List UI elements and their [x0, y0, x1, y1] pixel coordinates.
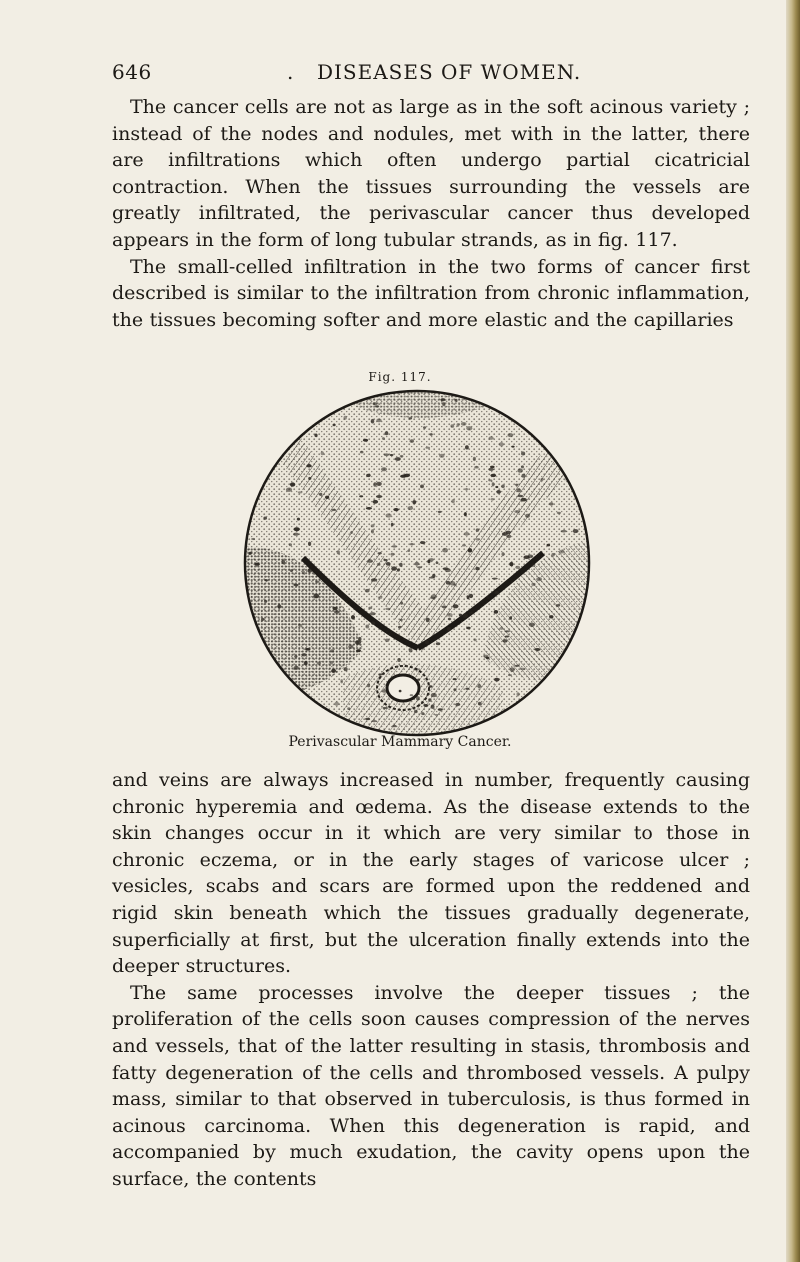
cell-nucleus [420, 485, 424, 489]
cell-nucleus [331, 669, 336, 673]
cell-nucleus [494, 610, 498, 614]
cell-nucleus [529, 623, 535, 627]
cell-nucleus [325, 496, 329, 499]
cell-nucleus [397, 568, 400, 571]
cell-nucleus [511, 446, 514, 448]
cell-nucleus [496, 490, 501, 494]
cell-nucleus [421, 712, 424, 715]
cell-nucleus [515, 566, 520, 569]
header-separator: . [287, 60, 294, 84]
cell-nucleus [551, 553, 554, 557]
cell-nucleus [385, 431, 389, 435]
cell-nucleus [487, 596, 490, 599]
cell-nucleus [430, 433, 433, 436]
cell-nucleus [509, 562, 513, 566]
body-text-bottom [112, 767, 750, 1193]
cell-nucleus [508, 674, 512, 676]
cell-nucleus [331, 509, 336, 511]
cell-nucleus [425, 447, 430, 449]
cell-nucleus [410, 694, 413, 696]
cell-nucleus [264, 600, 267, 603]
cell-nucleus [531, 583, 535, 586]
cell-nucleus [547, 544, 551, 547]
cell-nucleus [515, 484, 518, 486]
cell-nucleus [451, 499, 454, 503]
cell-nucleus [469, 612, 473, 614]
cell-nucleus [490, 474, 496, 477]
cell-nucleus [410, 439, 415, 443]
cell-nucleus [333, 607, 338, 610]
cell-nucleus [304, 661, 308, 665]
cell-nucleus [409, 417, 413, 419]
cell-nucleus [344, 667, 348, 671]
cell-nucleus [516, 488, 521, 492]
cell-nucleus [420, 541, 426, 544]
cell-nucleus [514, 510, 520, 513]
cell-nucleus [414, 668, 419, 671]
cell-nucleus [432, 574, 435, 578]
cell-nucleus [359, 495, 363, 497]
cell-nucleus [376, 495, 382, 498]
cell-nucleus [249, 552, 252, 555]
cell-nucleus [290, 482, 295, 486]
cell-nucleus [561, 530, 567, 533]
cell-nucleus [499, 442, 504, 446]
cell-nucleus [381, 467, 387, 471]
cell-nucleus [461, 422, 467, 426]
cell-nucleus [510, 667, 515, 672]
cell-nucleus [317, 662, 321, 665]
cell-nucleus [464, 532, 469, 536]
cell-nucleus [347, 707, 350, 710]
cell-nucleus [492, 578, 498, 580]
cell-nucleus [340, 679, 343, 683]
cell-nucleus [573, 529, 579, 533]
cell-nucleus [494, 678, 499, 682]
cell-nucleus [393, 508, 398, 511]
cell-nucleus [286, 488, 292, 492]
cell-nucleus [506, 531, 511, 534]
cell-nucleus [549, 502, 553, 505]
cell-nucleus [490, 466, 495, 469]
cell-nucleus [455, 703, 460, 706]
cell-nucleus [429, 558, 433, 561]
cell-nucleus [536, 577, 542, 581]
cell-nucleus [426, 618, 430, 623]
cell-nucleus [488, 468, 494, 471]
cell-nucleus [308, 477, 311, 480]
cell-nucleus [400, 475, 406, 478]
cell-nucleus [414, 710, 418, 714]
cell-nucleus [378, 596, 383, 599]
cell-nucleus [367, 559, 373, 563]
cell-nucleus [524, 555, 530, 559]
cell-nucleus [509, 616, 512, 620]
cell-nucleus [478, 702, 482, 706]
cell-nucleus [368, 607, 372, 610]
cell-nucleus [500, 627, 504, 630]
cell-nucleus [308, 568, 312, 572]
cell-nucleus [321, 451, 324, 455]
cell-nucleus [397, 658, 401, 662]
running-title: DISEASES OF WOMEN. [317, 60, 582, 84]
cell-nucleus [376, 482, 382, 486]
cell-nucleus [305, 648, 310, 651]
cell-nucleus [297, 518, 300, 521]
cell-nucleus [557, 512, 561, 514]
cell-nucleus [416, 696, 420, 701]
cell-nucleus [392, 545, 397, 547]
cell-nucleus [263, 517, 267, 520]
cell-nucleus [371, 578, 377, 581]
cell-nucleus [495, 591, 500, 594]
cell-nucleus [448, 618, 451, 621]
cell-nucleus [290, 569, 293, 572]
cell-nucleus [375, 405, 380, 407]
cell-nucleus [373, 402, 378, 405]
cell-nucleus [289, 543, 292, 546]
cell-nucleus [371, 419, 375, 424]
cell-nucleus [453, 604, 459, 608]
cell-nucleus [399, 563, 402, 567]
cell-nucleus [475, 567, 479, 570]
cell-nucleus [415, 562, 419, 566]
cell-nucleus [294, 527, 300, 531]
cell-nucleus [435, 714, 438, 716]
cell-nucleus [417, 566, 422, 568]
cell-nucleus [491, 498, 495, 501]
cell-nucleus [333, 424, 336, 427]
cell-nucleus [377, 563, 381, 566]
cell-nucleus [330, 649, 334, 652]
cell-nucleus [465, 445, 469, 449]
cell-nucleus [473, 457, 476, 461]
cell-nucleus [298, 491, 303, 493]
cell-nucleus [449, 581, 455, 586]
cell-nucleus [356, 649, 361, 652]
cell-nucleus [314, 434, 317, 438]
cell-nucleus [466, 426, 472, 430]
cell-nucleus [431, 693, 437, 697]
cell-nucleus [534, 648, 540, 651]
cell-nucleus [462, 614, 468, 618]
cell-nucleus [502, 552, 505, 556]
cell-nucleus [400, 455, 404, 458]
cell-nucleus [465, 488, 468, 491]
cell-nucleus [466, 627, 471, 630]
page-edge-shading [786, 0, 800, 1262]
paragraph: and veins are always increased in number, frequently causing chronic hyperemia and œdema. As the disease extends to the skin changes occur in it which are very similar to those in chronic eczema, or in the early stages of varicose ulcer ; vesicles, scabs and scars are formed upon the reddened and rigid skin beneath which the tissues gradually degenerate, superficially at first, but the ulceration finally extends into the deeper structures. [112, 769, 750, 978]
cell-nucleus [391, 566, 397, 570]
cell-nucleus [428, 698, 431, 701]
cell-nucleus [453, 678, 457, 680]
cell-nucleus [255, 563, 260, 566]
cell-nucleus [407, 550, 410, 552]
cell-nucleus [409, 648, 413, 652]
cell-nucleus [502, 639, 507, 642]
cell-nucleus [282, 560, 285, 564]
cell-nucleus [348, 645, 353, 649]
figure-illustration [233, 388, 601, 738]
cell-nucleus [488, 479, 492, 481]
cell-nucleus [385, 639, 390, 642]
cell-nucleus [412, 500, 416, 504]
cell-nucleus [521, 498, 527, 502]
cell-nucleus [447, 613, 453, 617]
cell-nucleus [386, 513, 392, 517]
cell-nucleus [429, 685, 433, 687]
cell-nucleus [517, 692, 520, 696]
cell-nucleus [367, 684, 370, 688]
cell-nucleus [395, 457, 401, 461]
cell-nucleus [399, 690, 402, 693]
cell-nucleus [520, 668, 526, 671]
cell-nucleus [521, 465, 524, 468]
cell-nucleus [315, 581, 319, 583]
cell-nucleus [301, 653, 307, 656]
cell-nucleus [476, 528, 479, 531]
cell-nucleus [453, 688, 456, 691]
paragraph: The same processes involve the deeper tissues ; the proliferation of the cells soon causes compression of the nerves and vessels, that of the latter resulting in stasis, thrombosis and fatty degeneration of the cells and thrombosed vessels. A pulpy mass, similar to that observed in tuberculosis, is thus formed in acinous carcinoma. When this degeneration is rapid, and accompanied by much exudation, the cavity opens upon the surface, the contents [112, 981, 750, 1190]
cell-nucleus [556, 604, 561, 607]
cell-nucleus [382, 690, 387, 693]
cell-nucleus [467, 595, 470, 599]
cell-nucleus [384, 453, 389, 456]
figure-caption: Perivascular Mammary Cancer. [288, 734, 512, 750]
cell-nucleus [373, 500, 379, 504]
cell-nucleus [365, 718, 370, 720]
cell-nucleus [514, 665, 520, 667]
cell-nucleus [474, 466, 478, 469]
cell-nucleus [522, 474, 526, 478]
cell-nucleus [457, 423, 460, 427]
cell-nucleus [378, 552, 382, 554]
cell-nucleus [365, 589, 370, 593]
cell-nucleus [319, 493, 322, 496]
page-number: 646 [112, 60, 152, 84]
cell-nucleus [410, 543, 414, 545]
cell-nucleus [251, 538, 255, 540]
cell-nucleus [450, 424, 454, 428]
cell-nucleus [398, 626, 401, 629]
cell-nucleus [559, 550, 565, 554]
cell-nucleus [446, 581, 450, 585]
cell-nucleus [382, 437, 385, 440]
cell-nucleus [335, 702, 339, 706]
cell-nucleus [417, 679, 420, 681]
cell-nucleus [525, 514, 530, 518]
paragraph: The cancer cells are not as large as in the soft acinous variety ; instead of the nodes and nodules, met with in the latter, there are infiltrations which often undergo partial cicatricial contraction. When the tissues surrounding the vessels are greatly infiltrated, the perivascular cancer thus developed appears in the form of long tubular strands, as in fig. 117. [112, 96, 750, 251]
cell-nucleus [504, 630, 510, 632]
cell-nucleus [390, 454, 394, 456]
cell-nucleus [378, 673, 382, 675]
cell-nucleus [371, 621, 375, 624]
cell-nucleus [350, 531, 353, 534]
cell-nucleus [474, 639, 477, 642]
cell-nucleus [501, 485, 505, 489]
cell-nucleus [265, 579, 268, 581]
cell-nucleus [337, 550, 340, 554]
cell-nucleus [442, 402, 445, 406]
cell-nucleus [408, 506, 414, 510]
cell-nucleus [360, 451, 364, 454]
cell-nucleus [369, 612, 375, 615]
cell-nucleus [363, 439, 368, 442]
figure-label: Fig. 117. [368, 370, 432, 384]
cell-nucleus [440, 398, 445, 401]
vessel-lumen [387, 675, 419, 701]
cell-nucleus [508, 433, 514, 437]
cell-nucleus [306, 464, 311, 467]
body-text-top [112, 94, 750, 333]
cell-nucleus [366, 507, 372, 510]
cell-nucleus [438, 708, 443, 711]
cell-nucleus [390, 553, 394, 556]
cell-nucleus [298, 624, 302, 627]
cell-nucleus [313, 594, 319, 599]
cell-nucleus [477, 684, 481, 688]
cell-nucleus [400, 619, 403, 621]
cell-nucleus [371, 529, 374, 533]
cell-nucleus [384, 559, 388, 561]
cell-nucleus [385, 608, 390, 610]
cell-nucleus [302, 570, 305, 574]
cell-nucleus [261, 618, 264, 621]
cell-nucleus [505, 636, 509, 638]
cell-nucleus [294, 666, 299, 670]
cell-nucleus [431, 705, 435, 709]
cell-nucleus [541, 478, 544, 481]
cell-nucleus [436, 642, 440, 645]
cell-nucleus [521, 452, 525, 456]
cell-nucleus [423, 426, 426, 429]
cell-nucleus [492, 482, 495, 486]
cell-nucleus [507, 535, 511, 538]
cell-nucleus [531, 564, 535, 567]
cell-nucleus [294, 655, 297, 658]
cell-nucleus [355, 640, 361, 644]
cell-nucleus [371, 524, 375, 527]
cell-nucleus [495, 486, 498, 488]
cell-nucleus [442, 548, 448, 553]
cell-nucleus [489, 436, 494, 440]
cell-nucleus [365, 625, 369, 629]
cell-nucleus [459, 614, 462, 617]
cell-nucleus [439, 454, 444, 458]
cell-nucleus [277, 604, 281, 608]
cell-nucleus [454, 399, 457, 402]
cell-nucleus [445, 569, 451, 572]
cell-nucleus [392, 725, 396, 727]
cell-nucleus [344, 416, 347, 420]
cell-nucleus [373, 482, 376, 487]
cell-nucleus [308, 542, 311, 546]
cell-nucleus [386, 562, 391, 566]
cell-nucleus [438, 511, 442, 513]
cell-nucleus [436, 562, 439, 565]
cell-nucleus [383, 707, 388, 709]
cell-nucleus [330, 662, 333, 665]
cell-nucleus [447, 627, 451, 631]
cell-nucleus [465, 688, 469, 690]
cell-nucleus [549, 615, 553, 618]
cell-nucleus [293, 584, 298, 586]
cell-nucleus [371, 720, 377, 722]
cell-nucleus [442, 606, 447, 609]
cell-nucleus [468, 548, 473, 552]
cell-nucleus [462, 544, 466, 546]
cell-nucleus [366, 474, 371, 477]
cell-nucleus [476, 538, 480, 541]
cell-nucleus [400, 602, 403, 605]
cell-nucleus [518, 468, 523, 472]
cell-nucleus [425, 640, 429, 644]
cell-nucleus [423, 704, 428, 707]
cell-nucleus [351, 615, 355, 619]
cell-nucleus [293, 533, 299, 536]
cell-nucleus [334, 610, 340, 613]
cell-nucleus [376, 419, 381, 423]
cell-nucleus [464, 512, 467, 516]
cell-nucleus [430, 597, 436, 599]
cell-nucleus [517, 495, 523, 498]
cell-nucleus [486, 657, 490, 659]
cell-nucleus [469, 594, 473, 598]
paragraph: The small-celled infiltration in the two forms of cancer first described is similar to the infiltration from chronic inflammation, the tissues becoming softer and more elastic and the capillaries [112, 255, 750, 331]
cell-nucleus [391, 523, 394, 527]
